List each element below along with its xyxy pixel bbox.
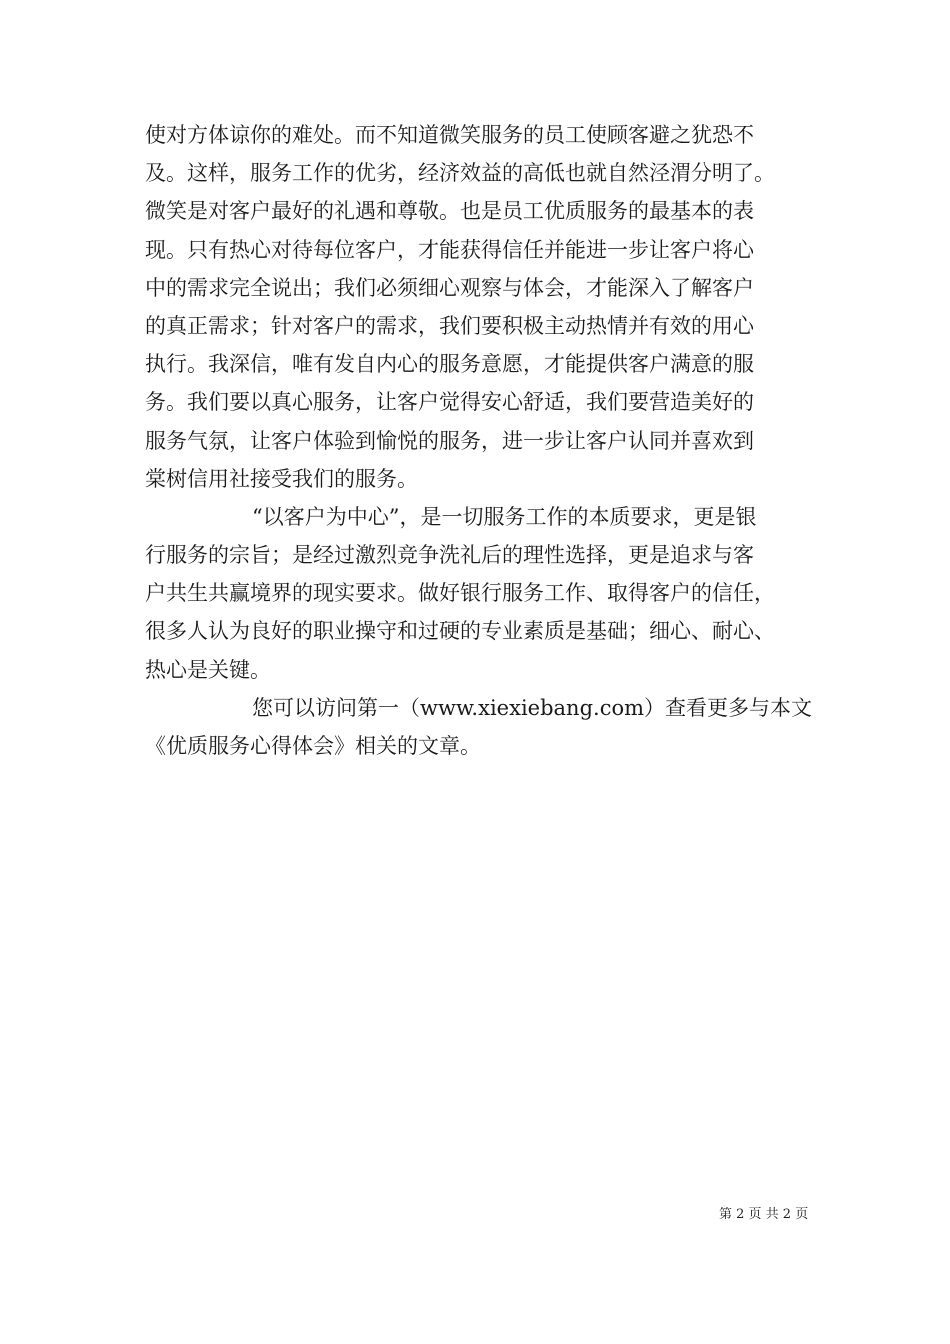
paragraph-2: [145, 498, 815, 689]
text-line: 很多人认为良好的职业操守和过硬的专业素质是基础；细心、耐心、: [145, 619, 775, 644]
text-line: 执行。我深信，唯有发自内心的服务意愿，才能提供客户满意的服: [145, 352, 754, 377]
paragraph-1: [145, 116, 815, 498]
text-line: 务。我们要以真心服务，让客户觉得安心舒适，我们要营造美好的: [145, 390, 754, 415]
text-line: 及。这样，服务工作的优劣，经济效益的高低也就自然泾渭分明了。: [145, 161, 775, 186]
page-number-footer: 第 2 页 共 2 页: [719, 1207, 809, 1222]
text-line: 的真正需求；针对客户的需求，我们要积极主动热情并有效的用心: [145, 313, 754, 338]
document-body: [145, 116, 815, 765]
text-line: 您可以访问第一（www.xiexiebang.com）查看更多与本文: [252, 695, 813, 720]
text-line: 户共生共赢境界的现实要求。做好银行服务工作、取得客户的信任，: [145, 581, 775, 606]
text-line: 现。只有热心对待每位客户，才能获得信任并能进一步让客户将心: [145, 237, 754, 262]
text-line: 《优质服务心得体会》相关的文章。: [145, 734, 481, 758]
text-line: 行服务的宗旨；是经过激烈竞争洗礼后的理性选择，更是追求与客: [145, 543, 754, 568]
text-line: 微笑是对客户最好的礼遇和尊敬。也是员工优质服务的最基本的表: [145, 199, 754, 224]
text-line: 中的需求完全说出；我们必须细心观察与体会，才能深入了解客户: [145, 275, 754, 300]
text-line: “以客户为中心”，是一切服务工作的本质要求，更是银: [252, 504, 757, 529]
paragraph-3: [145, 689, 815, 765]
text-line: 热心是关键。: [145, 657, 271, 682]
text-line: 棠树信用社接受我们的服务。: [145, 466, 418, 491]
text-line: 使对方体谅你的难处。而不知道微笑服务的员工使顾客避之犹恐不: [145, 123, 754, 147]
text-line: 服务气氛，让客户体验到愉悦的服务，进一步让客户认同并喜欢到: [145, 428, 754, 453]
